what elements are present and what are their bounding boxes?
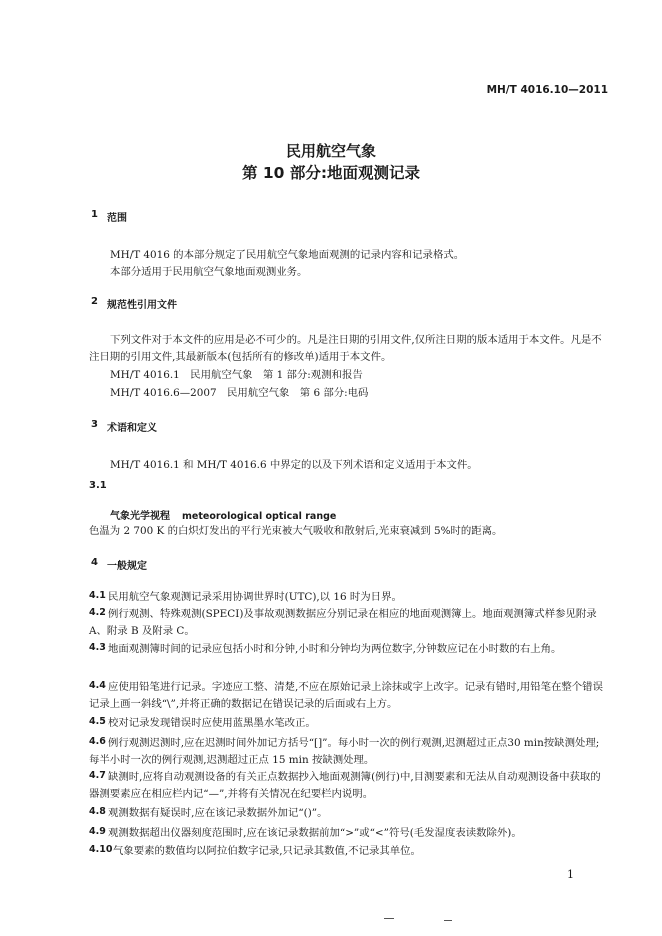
standard-number: MH/T 4016.10—2011 (486, 84, 608, 96)
clause-text: 地面观测簿时间的记录应包括小时和分钟,小时和分钟均为两位数字,分钟数应记在小时数的右上角。 (108, 643, 562, 655)
clause-number: 4.3 (89, 642, 106, 653)
normative-reference-1: MH/T 4016.1 民用航空气象 第 1 部分:观测和报告 (110, 369, 363, 381)
clause-number: 4.8 (89, 806, 106, 817)
clause-number: 4.9 (89, 826, 106, 837)
section-3-para-1: MH/T 4016.1 和 MH/T 4016.6 中界定的以及下列术语和定义适用于本文件。 (110, 459, 478, 471)
section-1-para-1: MH/T 4016 的本部分规定了民用航空气象地面观测的记录内容和记录格式。 (110, 249, 465, 261)
section-2-para-1: 下列文件对于本文件的应用是必不可少的。凡是注日期的引用文件,仅所注日期的版本适用于本文件。凡是不注日期的引用文件,其最新版本(包括所有的修改单)适用于本文件。 (89, 334, 602, 363)
document-title-line2: 第 10 部分:地面观测记录 (241, 164, 421, 182)
clause-text: 应使用铅笔进行记录。字迹应工整、清楚,不应在原始记录上涂抹或字上改字。记录有错时,用铅笔在整个错误记录上画一斜线“\”,并将正确的数据记在错误记录的后面或右上方。 (89, 681, 603, 710)
section-4-number: 4 (91, 557, 98, 568)
clause-text: 例行观测、特殊观测(SPECI)及事故观测数据应分别记录在相应的地面观测簿上。地面观测簿式样参见附录 A、附录 B 及附录 C。 (89, 608, 597, 637)
page-number: 1 (567, 868, 574, 881)
section-2-title: 规范性引用文件 (107, 300, 177, 311)
scan-artifact-mark (384, 918, 394, 919)
scan-artifact-mark (444, 920, 452, 921)
clause-text: 观测数据有疑误时,应在该记录数据外加记“()”。 (108, 807, 328, 819)
section-1-title: 范围 (107, 213, 127, 224)
clause-number: 4.4 (89, 680, 106, 691)
clause-text: 气象要素的数值均以阿拉伯数字记录,只记录其数值,不记录其单位。 (113, 845, 421, 857)
term-entry (110, 504, 336, 523)
term-english: meteorological optical range (182, 511, 337, 522)
clause-number: 4.7 (89, 770, 106, 781)
section-1-number: 1 (91, 209, 98, 220)
clause-text: 缺测时,应将自动观测设备的有关正点数据抄入地面观测簿(例行)中,目测要素和无法从自动观测设备中获取的器测要素应在相应栏内记“—”,并将有关情况在纪要栏内说明。 (89, 771, 601, 800)
clause-3-1-number: 3.1 (89, 480, 107, 491)
normative-reference-2: MH/T 4016.6—2007 民用航空气象 第 6 部分:电码 (110, 387, 369, 399)
clause-text: 校对记录发现错误时应使用蓝黑墨水笔改正。 (108, 717, 316, 729)
section-3-title: 术语和定义 (107, 423, 157, 434)
term-chinese: 气象光学视程 (110, 511, 170, 522)
clause-number: 4.6 (89, 736, 106, 747)
clause-number: 4.5 (89, 716, 106, 727)
term-definition: 色温为 2 700 K 的白炽灯发出的平行光束被大气吸收和散射后,光束衰减到 5%时的距离。 (89, 525, 503, 537)
document-title-line1: 民用航空气象 (285, 142, 376, 160)
clause-number: 4.1 (89, 590, 106, 601)
section-3-number: 3 (91, 419, 98, 430)
section-4-title: 一般规定 (107, 561, 147, 572)
section-1-para-2: 本部分适用于民用航空气象地面观测业务。 (110, 266, 308, 278)
clause-text: 观测数据超出仪器刻度范围时,应在该记录数据前加“>”或“<”符号(毛发湿度表读数除外)。 (108, 827, 522, 839)
clause-number: 4.10 (89, 844, 113, 855)
section-2-number: 2 (91, 296, 98, 307)
clause-text: 民用航空气象观测记录采用协调世界时(UTC),以 16 时为日界。 (108, 591, 402, 603)
clause-text: 例行观测迟测时,应在迟测时间外加记方括号“[]”。每小时一次的例行观测,迟测超过正点30 min按缺测处理;每半小时一次的例行观测,迟测超过正点 15 min 按缺测处理。 (89, 737, 600, 766)
clause-number: 4.2 (89, 607, 106, 618)
